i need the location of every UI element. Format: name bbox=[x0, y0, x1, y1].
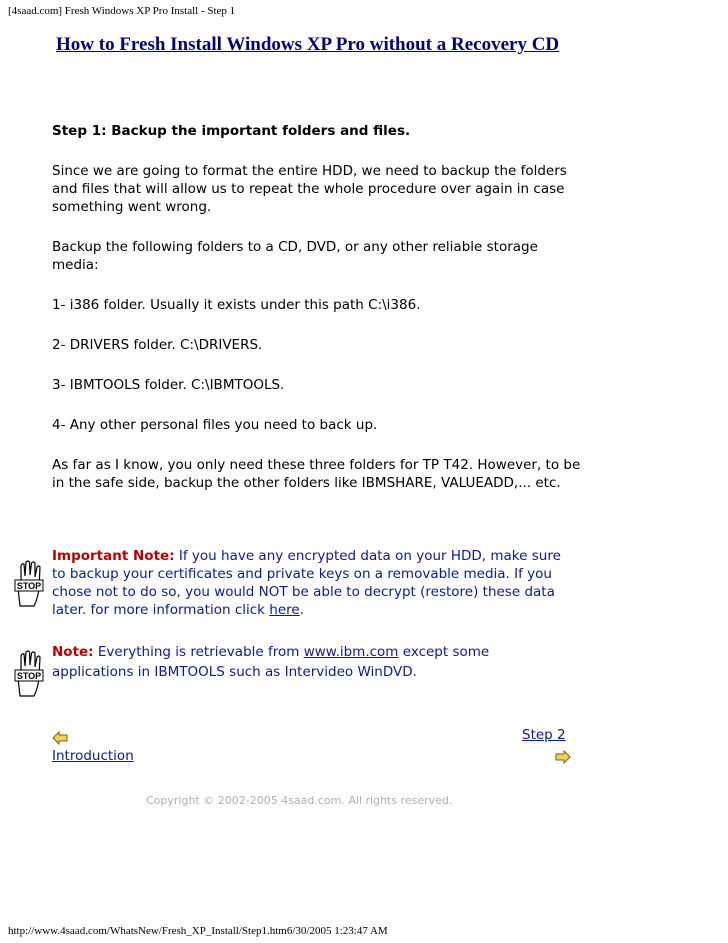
important-note bbox=[52, 547, 572, 619]
important-note-text: If you have any encrypted data on your HDD, make sure to backup your certificates and private keys on a removable media. If you chose not to do so, you would NOT be able to decrypt (restore) these data later. for more information click bbox=[52, 548, 561, 618]
paragraph: Since we are going to format the entire HDD, we need to backup the folders and files that will allow us to repeat the whole procedure over again in case something went wrong. bbox=[52, 163, 567, 215]
step-heading: Step 1: Backup the important folders and files. bbox=[52, 123, 411, 139]
svg-text:STOP: STOP bbox=[16, 671, 42, 681]
paragraph: As far as I know, you only need these three folders for TP T42. However, to be in the safe side, backup the other folders like IBMSHARE, VALUEADD,... etc. bbox=[52, 457, 581, 491]
ibm-link[interactable]: www.ibm.com bbox=[303, 644, 399, 660]
list-item: 1- i386 folder. Usually it exists under this path C:\i386. bbox=[52, 297, 421, 313]
important-note-end: . bbox=[299, 602, 305, 618]
print-header: [4saad.com] Fresh Windows XP Pro Install - Step 1 bbox=[8, 5, 236, 17]
page-title: How to Fresh Install Windows XP Pro without a Recovery CD bbox=[56, 34, 560, 55]
stop-hand-icon bbox=[12, 648, 48, 698]
more-info-link[interactable]: here bbox=[269, 602, 300, 618]
note-text-end: except some applications in IBMTOOLS such as Intervideo WinDVD. bbox=[52, 644, 490, 680]
stop-hand-icon bbox=[12, 558, 48, 608]
note-label: Note: bbox=[52, 644, 94, 660]
list-item: 4- Any other personal files you need to back up. bbox=[52, 417, 378, 433]
print-footer: http://www.4saad.com/WhatsNew/Fresh_XP_Install/Step1.htm6/30/2005 1:23:47 AM bbox=[8, 925, 388, 937]
note bbox=[52, 642, 572, 682]
svg-text:STOP: STOP bbox=[16, 581, 42, 591]
paragraph: Backup the following folders to a CD, DVD, or any other reliable storage media: bbox=[52, 239, 538, 273]
introduction-link[interactable]: Introduction bbox=[52, 748, 134, 764]
copyright: Copyright © 2002-2005 4saad.com. All rights reserved. bbox=[146, 794, 453, 807]
list-item: 2- DRIVERS folder. C:\DRIVERS. bbox=[52, 337, 263, 353]
step-2-link[interactable]: Step 2 bbox=[522, 727, 566, 743]
right-arrow-icon[interactable] bbox=[555, 750, 571, 764]
list-item: 3- IBMTOOLS folder. C:\IBMTOOLS. bbox=[52, 377, 285, 393]
important-note-label: Important Note: bbox=[52, 548, 175, 564]
left-arrow-icon[interactable] bbox=[52, 731, 68, 745]
article-body bbox=[52, 122, 582, 514]
note-text: Everything is retrievable from bbox=[93, 644, 304, 660]
